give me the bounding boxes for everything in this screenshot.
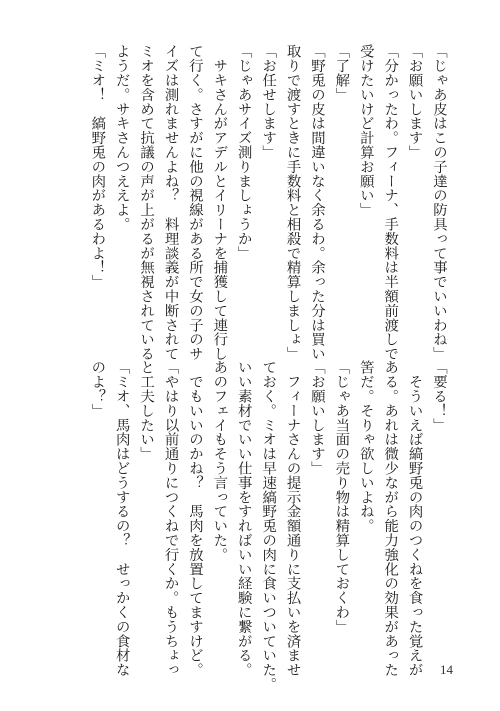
text-line: 「了解」	[333, 44, 350, 102]
text-line: 「お願いします」	[406, 44, 423, 160]
text-line: 「要る！」	[431, 360, 447, 432]
text-line: ミオを含めて抗議の声が上がるが無視されている	[138, 44, 155, 361]
text-line: 「お願いします」	[308, 360, 325, 476]
text-line: そういえば縞野兎の肉のつくねを食った覚えが	[406, 360, 423, 677]
text-line: フィーナさんの提示金額通りに支払いを済ませ	[284, 360, 301, 677]
text-line: 「野兎の皮は間違いなく余るわ。余った分は買い	[308, 44, 325, 361]
text-line: 取りで渡すときに手数料と相殺で精算しましょ」	[284, 44, 301, 361]
text-line: いい素材でいい仕事をすればいい経験に繋がる。	[235, 360, 252, 677]
text-line: あのフェイもそう言っていた。	[211, 360, 228, 562]
text-line: 「分かったわ。フィーナ、手数料は半額前渡しで	[382, 44, 399, 361]
text-line: でもいいのかね？ 馬肉を放置してますけど。	[186, 360, 203, 677]
text-line: ようだ。サキさんつええよ。	[113, 44, 130, 232]
text-line: 「じゃあ皮はこの子達の防具って事でいいわね」	[431, 44, 447, 361]
text-block-top	[85, 44, 451, 361]
text-line: ておく。ミオは早速縞野兎の肉に食いついていた。	[260, 360, 277, 692]
text-line: 「じゃあ当面の売り物は精算しておくわ」	[333, 360, 350, 634]
text-line: イズは測れませんよね？ 料理談義が中断されて	[162, 44, 179, 361]
text-line: 「やはり以前通りにつくねで行くか。もうちょっ	[162, 360, 179, 677]
text-line: のよ？」	[89, 360, 106, 418]
text-line: 受けたいけど計算お願い」	[357, 44, 374, 217]
text-line: 「お任せします」	[260, 44, 277, 160]
text-line: 「ミオ、馬肉はどうするの？ せっかくの食材な	[113, 360, 130, 677]
text-line: 「じゃあサイズ測りましょうか」	[235, 44, 252, 260]
text-line: サキさんがアデルとイリーナを捕獲して連行し	[211, 44, 228, 361]
text-line: 筈だ。そりゃ欲しいよね。	[357, 360, 374, 533]
page-number: 14	[440, 662, 453, 677]
text-line: と工夫したい」	[138, 360, 155, 461]
text-line: て行く。さすがに他の視線がある所で女の子のサ	[186, 44, 203, 361]
text-line: 「ミオ！ 縞野兎の肉があるわよ！」	[89, 44, 106, 289]
text-line: ある。あれは微少ながら能力強化の効果があった	[382, 360, 399, 677]
